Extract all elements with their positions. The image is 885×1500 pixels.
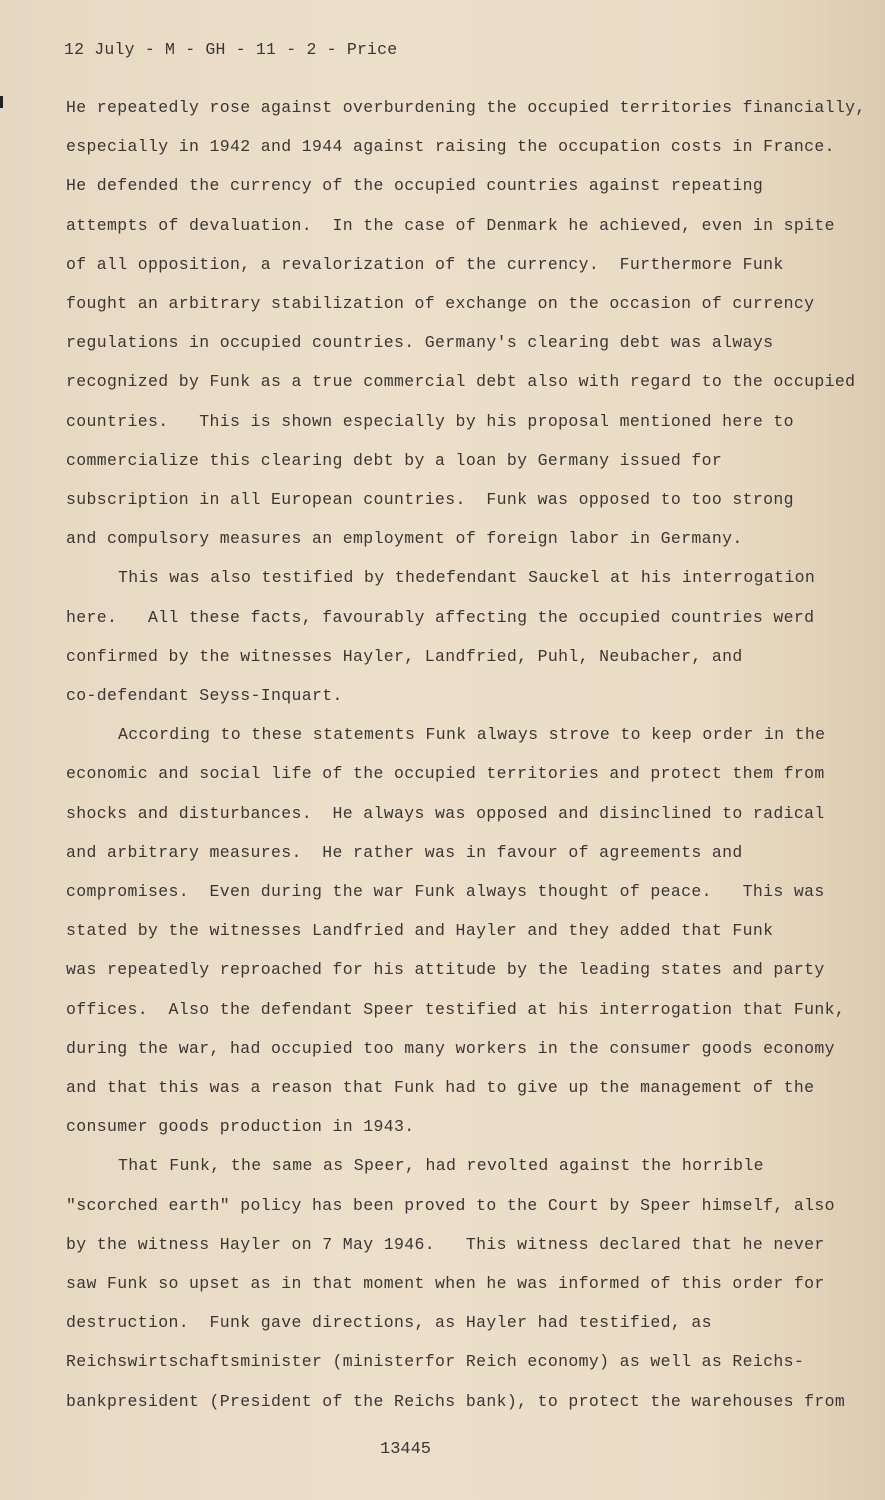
text-line: by the witness Hayler on 7 May 1946. This witness declared that he never [66, 1234, 825, 1254]
text-line: economic and social life of the occupied territories and protect them from [66, 764, 825, 784]
text-line: confirmed by the witnesses Hayler, Landfried, Puhl, Neubacher, and [66, 646, 743, 666]
text-line: bankpresident (President of the Reichs bank), to protect the warehouses from [66, 1391, 846, 1411]
text-line: and arbitrary measures. He rather was in favour of agreements and [66, 842, 743, 862]
text-line: saw Funk so upset as in that moment when he was informed of this order for [66, 1274, 825, 1293]
text-line: regulations in occupied countries. Germany's clearing debt was always [66, 333, 774, 353]
text-line: That Funk, the same as Speer, had revolted against the horrible [118, 1156, 764, 1176]
text-line: offices. Also the defendant Speer testified at his interrogation that Funk, [66, 999, 846, 1019]
text-line: and that this was a reason that Funk had to give up the management of the [66, 1078, 815, 1097]
text-line: fought an arbitrary stabilization of exchange on the occasion of currency [66, 294, 815, 313]
text-line: destruction. Funk gave directions, as Hayler had testified, as [66, 1313, 712, 1333]
margin-mark [0, 96, 3, 108]
text-line: of all opposition, a revalorization of the currency. Furthermore Funk [66, 254, 784, 274]
text-line: attempts of devaluation. In the case of Denmark he achieved, even in spite [66, 215, 835, 235]
text-line: commercialize this clearing debt by a loan by Germany issued for [66, 450, 723, 470]
text-line: consumer goods production in 1943. [66, 1117, 415, 1137]
text-line: recognized by Funk as a true commercial debt also with regard to the occupied [66, 372, 856, 392]
text-line: This was also testified by thedefendant Sauckel at his interrogation [118, 568, 816, 588]
text-line: "scorched earth" policy has been proved to the Court by Speer himself, also [66, 1195, 835, 1215]
text-line: co-defendant Seyss-Inquart. [66, 686, 343, 705]
text-line: He defended the currency of the occupied countries against repeating [66, 176, 764, 196]
text-line: was repeatedly reproached for his attitude by the leading states and party [66, 960, 825, 980]
text-line: stated by the witnesses Landfried and Hayler and they added that Funk [66, 921, 774, 941]
text-line: countries. This is shown especially by his proposal mentioned here to [66, 411, 794, 431]
text-line: According to these statements Funk always strove to keep order in the [118, 725, 826, 745]
text-line: especially in 1942 and 1944 against raising the occupation costs in France. [66, 137, 835, 157]
text-line: shocks and disturbances. He always was opposed and disinclined to radical [66, 803, 825, 823]
text-line: during the war, had occupied too many workers in the consumer goods economy [66, 1038, 835, 1058]
text-line: here. All these facts, favourably affecting the occupied countries werd [66, 607, 815, 627]
text-line: compromises. Even during the war Funk always thought of peace. This was [66, 882, 825, 901]
text-line: He repeatedly rose against overburdening the occupied territories financially, [66, 98, 866, 117]
text-line: subscription in all European countries. Funk was opposed to too strong [66, 490, 794, 509]
page-header: 12 July - M - GH - 11 - 2 - Price [64, 40, 398, 59]
text-line: Reichswirtschaftsminister (ministerfor Reich economy) as well as Reichs- [66, 1352, 805, 1372]
text-line: and compulsory measures an employment of foreign labor in Germany. [66, 529, 743, 549]
page-number: 13445 [380, 1440, 432, 1459]
